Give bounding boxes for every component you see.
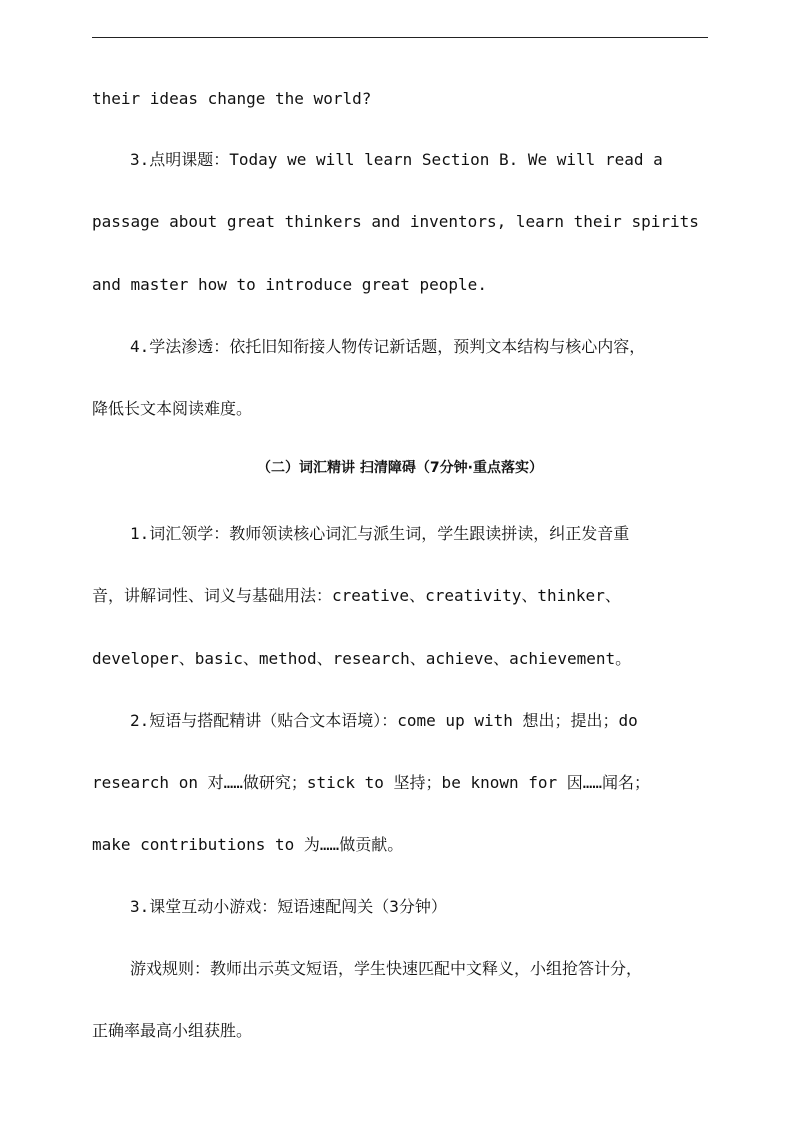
- section-heading: （二）词汇精讲 扫清障碍（7分钟·重点落实）: [257, 460, 543, 476]
- paragraph-line: 音，讲解词性、词义与基础用法：creative、creativity、thinker、: [92, 586, 621, 605]
- paragraph-line: 游戏规则：教师出示英文短语，学生快速匹配中文释义，小组抢答计分，: [130, 959, 643, 978]
- paragraph-line: 3.课堂互动小游戏：短语速配闯关（3分钟）: [130, 897, 447, 916]
- paragraph-line: 2.短语与搭配精讲（贴合文本语境）：come up with 想出；提出；do: [130, 711, 638, 730]
- paragraph-line: 3.点明课题：Today we will learn Section B. We will read a: [130, 150, 663, 169]
- paragraph-line: make contributions to 为……做贡献。: [92, 835, 404, 854]
- paragraph-line: passage about great thinkers and inventors, learn their spirits: [92, 212, 699, 231]
- paragraph-line: 4.学法渗透：依托旧知衔接人物传记新话题，预判文本结构与核心内容，: [130, 337, 646, 356]
- paragraph-line: developer、basic、method、research、achieve、achievement。: [92, 649, 632, 668]
- paragraph-line: 1.词汇领学：教师领读核心词汇与派生词，学生跟读拼读，纠正发音重: [130, 524, 630, 543]
- paragraph-line: and master how to introduce great people.: [92, 275, 487, 294]
- paragraph-line: research on 对……做研究；stick to 坚持；be known for 因……闻名；: [92, 773, 651, 792]
- header-rule: [92, 37, 708, 38]
- paragraph-line: 降低长文本阅读难度。: [92, 399, 253, 418]
- paragraph-line: their ideas change the world?: [92, 89, 372, 108]
- paragraph-line: 正确率最高小组获胜。: [92, 1021, 253, 1040]
